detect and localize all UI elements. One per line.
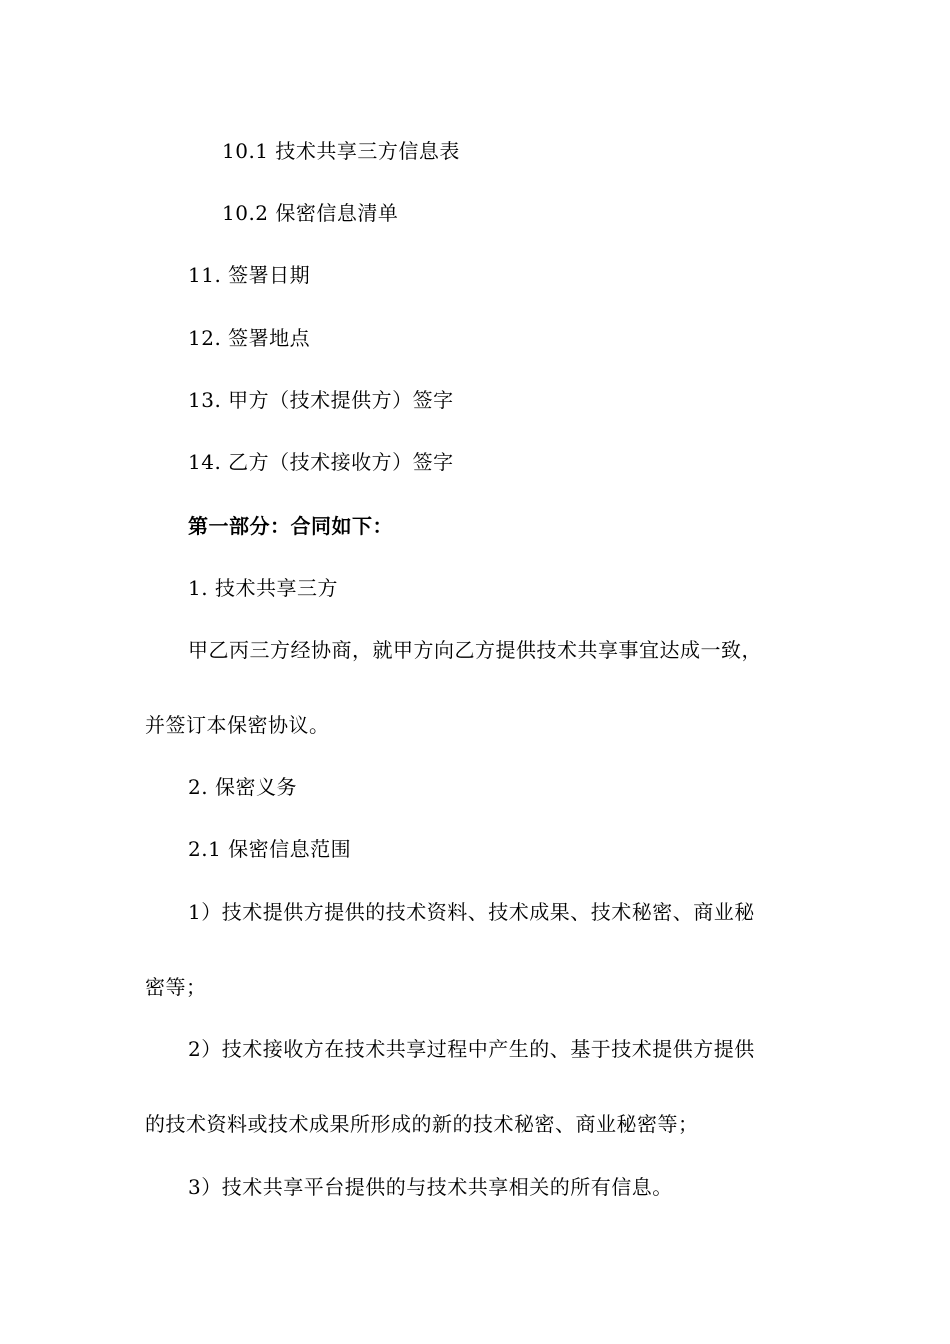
- paragraph-line: 甲乙丙三方经协商，就甲方向乙方提供技术共享事宜达成一致，: [188, 638, 762, 662]
- toc-item-11: 11. 签署日期: [188, 263, 311, 287]
- toc-item-10-2: 10.2 保密信息清单: [222, 201, 399, 225]
- toc-item-14: 14. 乙方（技术接收方）签字: [188, 450, 454, 474]
- list-item-line: 1）技术提供方提供的技术资料、技术成果、技术秘密、商业秘: [188, 900, 755, 924]
- toc-item-13: 13. 甲方（技术提供方）签字: [188, 388, 454, 412]
- clause-1-heading: 1. 技术共享三方: [188, 576, 338, 600]
- list-item-line: 3）技术共享平台提供的与技术共享相关的所有信息。: [188, 1175, 673, 1199]
- list-item-line: 的技术资料或技术成果所形成的新的技术秘密、商业秘密等；: [145, 1112, 699, 1136]
- clause-2-heading: 2. 保密义务: [188, 775, 297, 799]
- toc-item-12: 12. 签署地点: [188, 326, 311, 350]
- list-item-line: 密等；: [145, 975, 207, 999]
- list-item-line: 2）技术接收方在技术共享过程中产生的、基于技术提供方提供: [188, 1037, 755, 1061]
- paragraph-line: 并签订本保密协议。: [145, 713, 330, 737]
- toc-item-10-1: 10.1 技术共享三方信息表: [222, 139, 460, 163]
- section-heading: 第一部分：合同如下：: [188, 514, 393, 538]
- clause-2-1-heading: 2.1 保密信息范围: [188, 837, 352, 861]
